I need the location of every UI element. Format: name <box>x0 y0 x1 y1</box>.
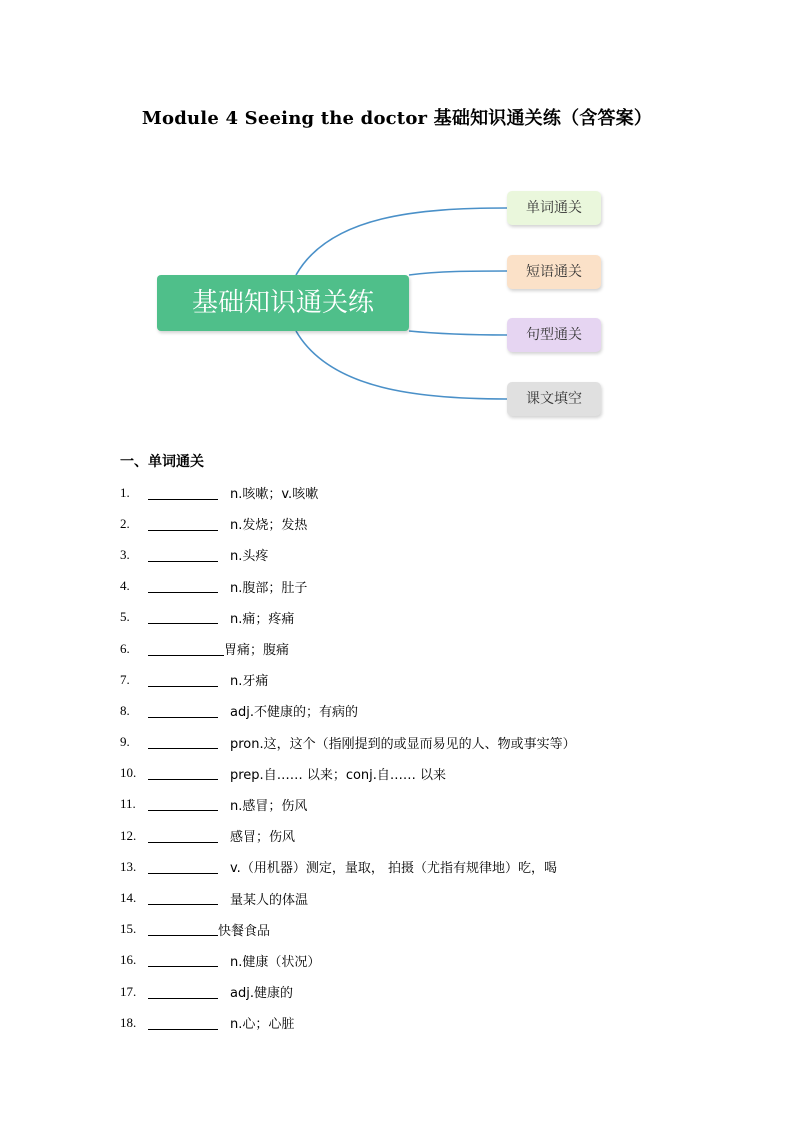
list-item <box>120 695 576 726</box>
item-number: 7. <box>120 671 130 687</box>
item-number: 2. <box>120 515 130 531</box>
answer-blank[interactable] <box>148 953 218 967</box>
item-definition: n.心；心脏 <box>230 1017 295 1033</box>
answer-blank[interactable] <box>148 1016 218 1030</box>
item-number: 16. <box>120 952 137 968</box>
item-number: 4. <box>120 578 130 594</box>
answer-blank[interactable] <box>148 548 218 562</box>
answer-blank[interactable] <box>148 860 218 874</box>
branch-vocabulary: 单词通关 <box>507 191 601 225</box>
answer-blank[interactable] <box>148 517 218 531</box>
answer-blank[interactable] <box>148 642 224 656</box>
mind-map-root: 基础知识通关练 <box>157 275 409 331</box>
list-item <box>120 602 576 633</box>
item-number: 15. <box>120 921 137 937</box>
item-definition: n.牙痛 <box>230 674 269 690</box>
connector-branch-2 <box>409 271 507 275</box>
list-item <box>120 571 576 602</box>
item-definition: adj.不健康的；有病的 <box>230 705 358 721</box>
answer-blank[interactable] <box>148 797 218 811</box>
item-number: 10. <box>120 765 137 781</box>
list-item <box>120 851 576 882</box>
list-item <box>120 914 576 945</box>
connector-branch-1 <box>296 208 507 275</box>
answer-blank[interactable] <box>148 891 218 905</box>
item-definition: adj.健康的 <box>230 986 293 1002</box>
list-item <box>120 820 576 851</box>
item-number: 17. <box>120 983 137 999</box>
item-definition: 胃痛；腹痛 <box>224 643 290 659</box>
list-item <box>120 539 576 570</box>
item-definition: n.咳嗽；v.咳嗽 <box>230 487 319 503</box>
item-definition: 感冒；伤风 <box>230 830 296 846</box>
list-item <box>120 508 576 539</box>
answer-blank[interactable] <box>148 985 218 999</box>
connector-branch-4 <box>296 331 507 399</box>
answer-blank[interactable] <box>148 486 218 500</box>
mind-map <box>0 0 794 450</box>
item-number: 9. <box>120 734 130 750</box>
list-item <box>120 945 576 976</box>
item-number: 8. <box>120 702 130 718</box>
list-item <box>120 1007 576 1038</box>
item-definition: n.感冒；伤风 <box>230 798 308 814</box>
item-definition: n.头疼 <box>230 549 269 565</box>
item-number: 13. <box>120 858 137 874</box>
item-definition: v.（用机器）测定，量取， 拍摄（尤指有规律地）吃，喝 <box>230 861 557 877</box>
item-number: 6. <box>120 640 130 656</box>
answer-blank[interactable] <box>148 735 218 749</box>
item-definition: 快餐食品 <box>218 923 271 939</box>
list-item <box>120 477 576 508</box>
item-definition: 量某人的体温 <box>230 892 309 908</box>
vocab-list <box>120 477 576 1038</box>
list-item <box>120 633 576 664</box>
answer-blank[interactable] <box>148 766 218 780</box>
branch-text-fill: 课文填空 <box>507 382 601 416</box>
list-item <box>120 758 576 789</box>
section-heading: 一、单词通关 <box>120 454 204 470</box>
item-number: 1. <box>120 484 130 500</box>
connector-branch-3 <box>409 331 507 335</box>
answer-blank[interactable] <box>148 673 218 687</box>
item-number: 3. <box>120 546 130 562</box>
item-number: 5. <box>120 609 130 625</box>
mind-map-connectors <box>0 0 794 450</box>
answer-blank[interactable] <box>148 579 218 593</box>
branch-phrases: 短语通关 <box>507 255 601 289</box>
list-item <box>120 727 576 758</box>
list-item <box>120 789 576 820</box>
list-item <box>120 976 576 1007</box>
list-item <box>120 664 576 695</box>
answer-blank[interactable] <box>148 704 218 718</box>
item-number: 11. <box>120 796 136 812</box>
branch-sentences: 句型通关 <box>507 318 601 352</box>
item-definition: n.发烧；发热 <box>230 518 308 534</box>
item-definition: prep.自…… 以来；conj.自…… 以来 <box>230 767 447 783</box>
answer-blank[interactable] <box>148 610 218 624</box>
answer-blank[interactable] <box>148 922 218 936</box>
item-number: 12. <box>120 827 137 843</box>
item-definition: pron.这，这个（指刚提到的或显而易见的人、物或事实等） <box>230 736 576 752</box>
item-definition: n.健康（状况） <box>230 954 321 970</box>
item-definition: n.腹部；肚子 <box>230 580 308 596</box>
item-definition: n.痛；疼痛 <box>230 611 295 627</box>
item-number: 14. <box>120 890 137 906</box>
list-item <box>120 882 576 913</box>
item-number: 18. <box>120 1014 137 1030</box>
answer-blank[interactable] <box>148 829 218 843</box>
page-title: Module 4 Seeing the doctor 基础知识通关练（含答案） <box>141 108 653 129</box>
